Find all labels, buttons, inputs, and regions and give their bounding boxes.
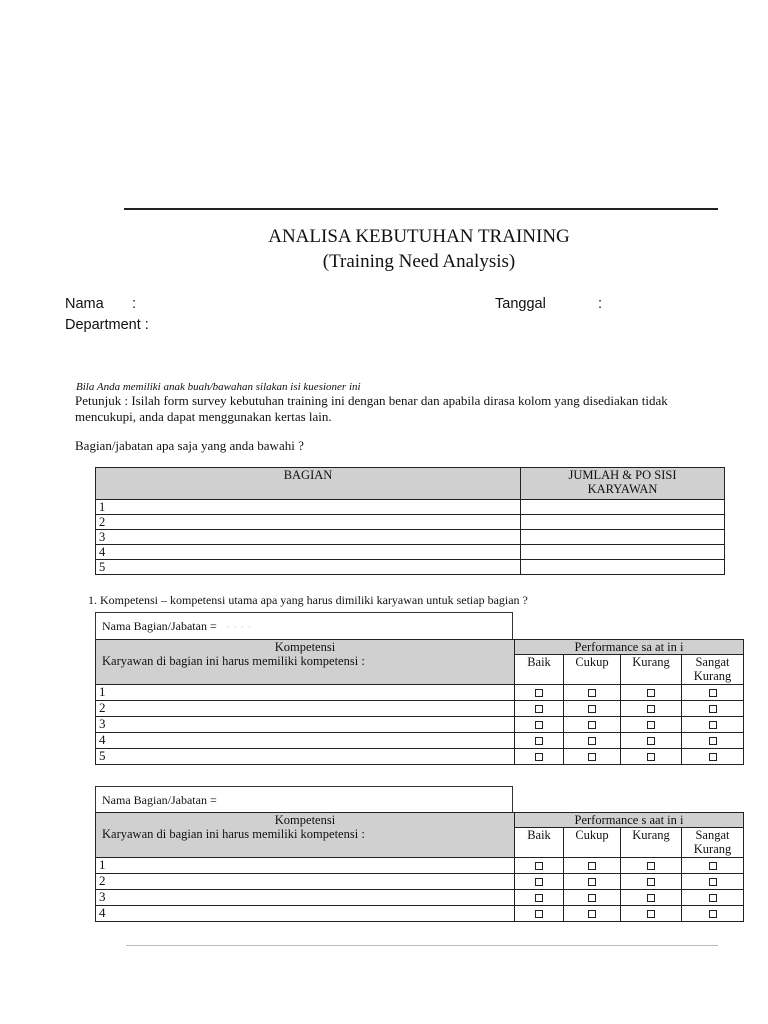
- checkbox-cukup[interactable]: [564, 890, 621, 906]
- checkbox-icon[interactable]: [647, 721, 655, 729]
- jumlah-cell[interactable]: [521, 500, 725, 515]
- department-label: Department :: [65, 317, 149, 333]
- jumlah-header-line2: KARYAWAN: [587, 482, 658, 496]
- checkbox-kurang[interactable]: [621, 890, 682, 906]
- table-row: [96, 701, 744, 717]
- nama-bagian-box-1[interactable]: [95, 612, 513, 640]
- checkbox-icon[interactable]: [709, 894, 717, 902]
- kurang-header: Kurang: [621, 655, 682, 685]
- checkbox-icon[interactable]: [588, 721, 596, 729]
- checkbox-cukup[interactable]: [564, 717, 621, 733]
- top-rule: [124, 208, 718, 210]
- instruction-note: Bila Anda memiliki anak buah/bawahan silakan isi kuesioner ini: [76, 381, 361, 393]
- checkbox-icon[interactable]: [647, 753, 655, 761]
- checkbox-sangat-kurang[interactable]: [682, 906, 744, 922]
- row-number: 1: [96, 500, 521, 515]
- nama-bagian-label-2: Nama Bagian/Jabatan =: [102, 793, 217, 807]
- checkbox-icon[interactable]: [588, 910, 596, 918]
- karyawan-text: Karyawan di bagian ini harus memiliki kompetensi :: [102, 654, 365, 668]
- checkbox-kurang[interactable]: [621, 749, 682, 765]
- performance-header: Performance sa at in i: [515, 640, 744, 655]
- checkbox-baik[interactable]: [515, 749, 564, 765]
- kompetensi-table-2: [95, 812, 744, 922]
- checkbox-icon[interactable]: [588, 689, 596, 697]
- checkbox-icon[interactable]: [535, 721, 543, 729]
- checkbox-cukup[interactable]: [564, 906, 621, 922]
- checkbox-baik[interactable]: [515, 701, 564, 717]
- jumlah-header-line1: JUMLAH & PO SISI: [568, 468, 677, 482]
- tanggal-label: Tanggal: [495, 296, 546, 312]
- checkbox-icon[interactable]: [535, 878, 543, 886]
- kompetensi-table-1: [95, 639, 744, 765]
- checkbox-cukup[interactable]: [564, 874, 621, 890]
- checkbox-icon[interactable]: [709, 689, 717, 697]
- kurang-line: Kurang: [693, 842, 732, 856]
- checkbox-baik[interactable]: [515, 733, 564, 749]
- baik-header: Baik: [515, 828, 564, 858]
- checkbox-kurang[interactable]: [621, 874, 682, 890]
- checkbox-cukup[interactable]: [564, 733, 621, 749]
- jumlah-cell[interactable]: [521, 560, 725, 575]
- checkbox-sangat-kurang[interactable]: [682, 733, 744, 749]
- row-number: 1: [96, 858, 515, 874]
- row-number: 4: [96, 545, 521, 560]
- checkbox-cukup[interactable]: [564, 858, 621, 874]
- checkbox-baik[interactable]: [515, 890, 564, 906]
- faded-placeholder-text: · · · ·: [219, 622, 252, 632]
- nama-colon: :: [132, 296, 137, 312]
- table-row: [96, 749, 744, 765]
- performance-header: Performance s aat in i: [515, 813, 744, 828]
- kurang-header: Kurang: [621, 828, 682, 858]
- table-row: [96, 874, 744, 890]
- checkbox-kurang[interactable]: [621, 685, 682, 701]
- bottom-rule: [126, 945, 718, 946]
- row-number: 4: [96, 733, 515, 749]
- table-row: [96, 530, 725, 545]
- cukup-header: Cukup: [564, 828, 621, 858]
- checkbox-baik[interactable]: [515, 858, 564, 874]
- row-number: 5: [96, 749, 515, 765]
- checkbox-baik[interactable]: [515, 685, 564, 701]
- nama-bagian-label-1: Nama Bagian/Jabatan =: [102, 619, 217, 633]
- table-row: [96, 906, 744, 922]
- row-number: 2: [96, 701, 515, 717]
- table-row: [96, 515, 725, 530]
- sangat-kurang-header: [682, 828, 744, 858]
- checkbox-icon[interactable]: [588, 894, 596, 902]
- row-number: 3: [96, 890, 515, 906]
- checkbox-baik[interactable]: [515, 717, 564, 733]
- table-row: [96, 545, 725, 560]
- checkbox-icon[interactable]: [647, 894, 655, 902]
- nama-bagian-box-2[interactable]: [95, 786, 513, 814]
- checkbox-sangat-kurang[interactable]: [682, 858, 744, 874]
- baik-header: Baik: [515, 655, 564, 685]
- bagian-table: [95, 467, 725, 575]
- checkbox-icon[interactable]: [647, 689, 655, 697]
- kompetensi-label: Kompetensi: [274, 813, 336, 827]
- checkbox-icon[interactable]: [647, 878, 655, 886]
- checkbox-baik[interactable]: [515, 906, 564, 922]
- checkbox-icon[interactable]: [709, 737, 717, 745]
- checkbox-sangat-kurang[interactable]: [682, 890, 744, 906]
- checkbox-cukup[interactable]: [564, 749, 621, 765]
- table-row: [96, 890, 744, 906]
- checkbox-kurang[interactable]: [621, 701, 682, 717]
- table-row: [96, 733, 744, 749]
- row-number: 3: [96, 717, 515, 733]
- cukup-header: Cukup: [564, 655, 621, 685]
- checkbox-icon[interactable]: [709, 705, 717, 713]
- checkbox-cukup[interactable]: [564, 701, 621, 717]
- checkbox-icon[interactable]: [535, 705, 543, 713]
- checkbox-sangat-kurang[interactable]: [682, 701, 744, 717]
- kurang-line: Kurang: [693, 669, 732, 683]
- checkbox-kurang[interactable]: [621, 906, 682, 922]
- checkbox-sangat-kurang[interactable]: [682, 749, 744, 765]
- checkbox-icon[interactable]: [588, 753, 596, 761]
- jumlah-cell[interactable]: [521, 530, 725, 545]
- checkbox-kurang[interactable]: [621, 858, 682, 874]
- tanggal-colon: :: [598, 296, 603, 312]
- sangat-kurang-header: [682, 655, 744, 685]
- document-title: ANALISA KEBUTUHAN TRAINING: [268, 226, 570, 247]
- checkbox-icon[interactable]: [647, 705, 655, 713]
- row-number: 3: [96, 530, 521, 545]
- nama-label: Nama: [65, 296, 104, 312]
- kompetensi-label: Kompetensi: [274, 640, 336, 654]
- document-subtitle: (Training Need Analysis): [322, 251, 516, 272]
- question-bagian: Bagian/jabatan apa saja yang anda bawahi ?: [75, 438, 304, 453]
- checkbox-icon[interactable]: [535, 894, 543, 902]
- checkbox-kurang[interactable]: [621, 733, 682, 749]
- checkbox-icon[interactable]: [709, 753, 717, 761]
- jumlah-cell[interactable]: [521, 515, 725, 530]
- checkbox-cukup[interactable]: [564, 685, 621, 701]
- karyawan-text: Karyawan di bagian ini harus memiliki kompetensi :: [102, 827, 365, 841]
- bagian-header: BAGIAN: [96, 468, 521, 500]
- checkbox-icon[interactable]: [535, 689, 543, 697]
- petunjuk-line-1: Petunjuk : Isilah form survey kebutuhan training ini dengan benar dan apabila dirasa kolom yang disediakan tidak: [75, 393, 668, 408]
- checkbox-icon[interactable]: [535, 737, 543, 745]
- checkbox-icon[interactable]: [588, 737, 596, 745]
- row-number: 1: [96, 685, 515, 701]
- sangat-line: Sangat: [695, 655, 730, 669]
- row-number: 4: [96, 906, 515, 922]
- checkbox-icon[interactable]: [709, 878, 717, 886]
- checkbox-icon[interactable]: [588, 705, 596, 713]
- sangat-line: Sangat: [695, 828, 730, 842]
- table-row: [96, 717, 744, 733]
- checkbox-icon[interactable]: [709, 862, 717, 870]
- checkbox-icon[interactable]: [588, 862, 596, 870]
- table-row: [96, 858, 744, 874]
- checkbox-icon[interactable]: [535, 862, 543, 870]
- checkbox-sangat-kurang[interactable]: [682, 717, 744, 733]
- checkbox-kurang[interactable]: [621, 717, 682, 733]
- table-row: [96, 685, 744, 701]
- checkbox-icon[interactable]: [647, 862, 655, 870]
- kompetensi-header-1: [96, 640, 515, 685]
- checkbox-icon[interactable]: [709, 910, 717, 918]
- checkbox-icon[interactable]: [588, 878, 596, 886]
- checkbox-icon[interactable]: [535, 910, 543, 918]
- jumlah-header: [521, 468, 725, 500]
- checkbox-sangat-kurang[interactable]: [682, 685, 744, 701]
- row-number: 2: [96, 874, 515, 890]
- checkbox-icon[interactable]: [535, 753, 543, 761]
- checkbox-baik[interactable]: [515, 874, 564, 890]
- petunjuk-line-2: mencukupi, anda dapat menggunakan kertas lain.: [75, 409, 332, 424]
- row-number: 5: [96, 560, 521, 575]
- row-number: 2: [96, 515, 521, 530]
- kompetensi-header-2: [96, 813, 515, 858]
- checkbox-sangat-kurang[interactable]: [682, 874, 744, 890]
- checkbox-icon[interactable]: [709, 721, 717, 729]
- jumlah-cell[interactable]: [521, 545, 725, 560]
- checkbox-icon[interactable]: [647, 737, 655, 745]
- checkbox-icon[interactable]: [647, 910, 655, 918]
- question-kompetensi: 1. Kompetensi – kompetensi utama apa yang harus dimiliki karyawan untuk setiap bagian ?: [88, 593, 528, 607]
- table-row: [96, 560, 725, 575]
- table-row: [96, 500, 725, 515]
